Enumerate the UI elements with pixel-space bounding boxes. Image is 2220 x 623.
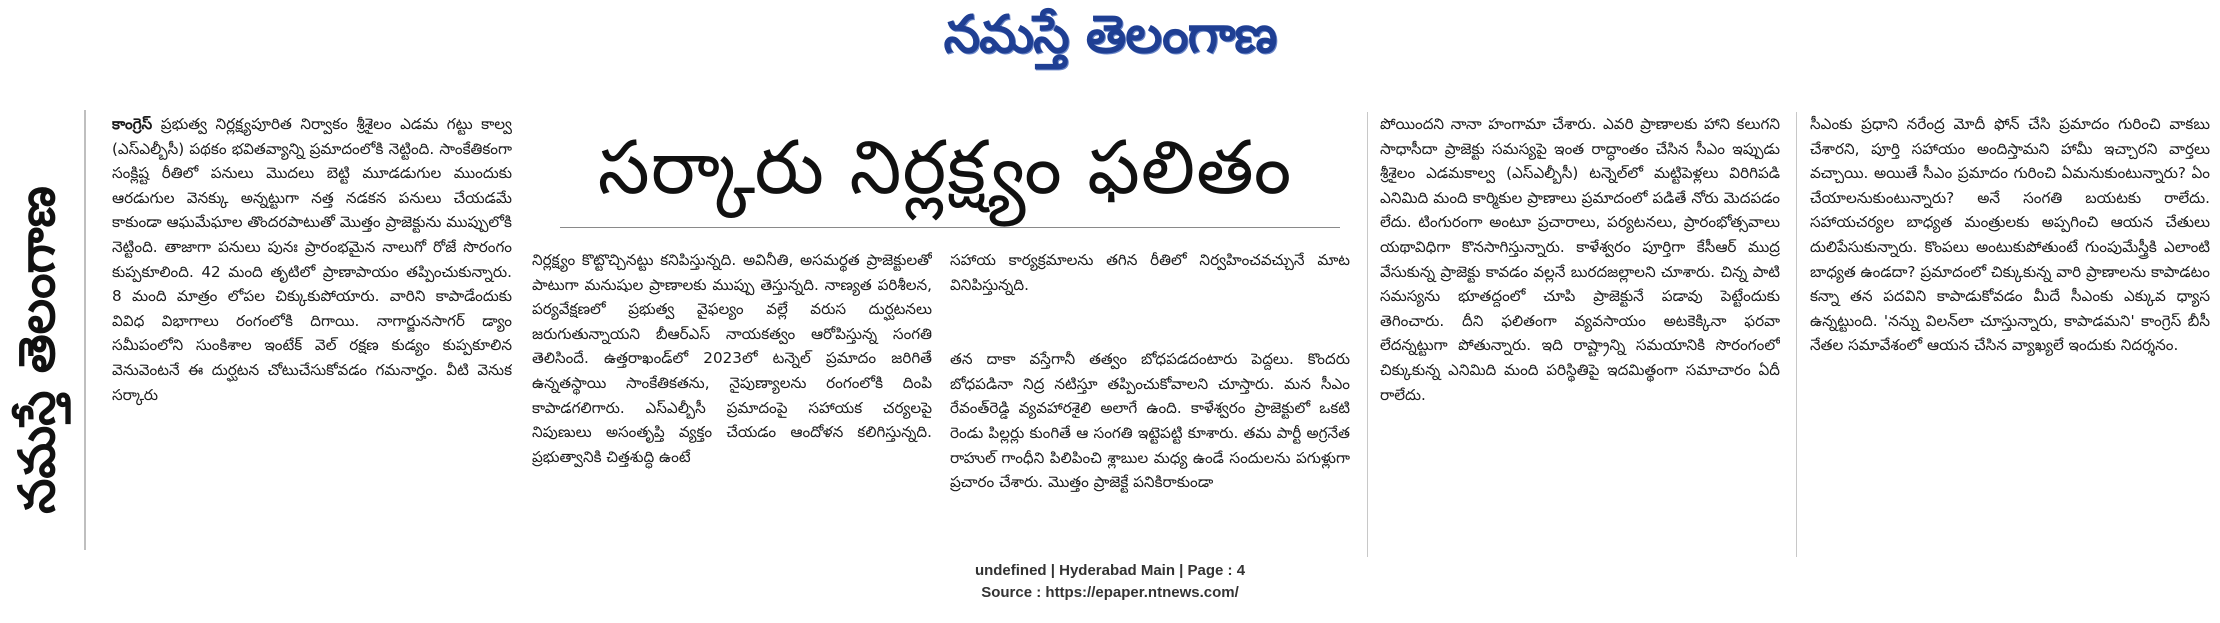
column-divider bbox=[1367, 112, 1368, 557]
column-4-body: పోయిందని నానా హంగామా చేశారు. ఎవరి ప్రాణాలకు హాని కలుగని సాధాసీదా ప్రాజెక్టు సమస్యపై ఇంత రాద్ధాంతం చేసిన సీఎం ఇప్పుడు శ్రీశైలం ఎడమకాల్వ (ఎస్ఎల్బీసీ) టన్నెల్‌లో మట్టిపెళ్లలు విరిగిపడి ఎనిమిది మంది కార్మికుల ప్రాణాలు ప్రమాదంలో పడితే నోరు మెదపడం లేదు. టింగురంగా అంటూ ప్రచారాలు, పర్యటనలు, ప్రారంభోత్సవాలు యథావిధిగా కొనసాగిస్తున్నారు. కాళేశ్వరం పూర్తిగా కేసీఆర్ ముద్ర వేసుకున్న ప్రాజెక్టు కావడం వల్లనే బురదజల్లాలని చూశారు. చిన్న పాటి సమస్యను భూతద్దంలో చూపి ప్రాజెక్టునే పడావు పెట్టేందుకు తెగించారు. దీని ఫలితంగా వ్యవసాయం అటకెక్కినా ఫరవా లేదన్నట్టుగా పోతున్నారు. ఇది రాష్ట్రాన్ని సమయానికి సొరంగంలో చిక్కుకున్న ఎనిమిది మంది పరిస్థితిపై ఇదమిత్థంగా సమాచారం ఏదీ రాలేదు. bbox=[1380, 115, 1780, 404]
masthead-title: నమస్తే తెలంగాణ bbox=[943, 4, 1277, 65]
article-column-1 bbox=[112, 112, 512, 552]
column-1-body: ప్రభుత్వ నిర్లక్ష్యపూరిత నిర్వాకం శ్రీశైలం ఎడమ గట్టు కాల్వ (ఎస్ఎల్బీసీ) పథకం భవితవ్యాన్ని ప్రమాదంలోకి నెట్టింది. సాంకేతికంగా సంక్లిష్ట రీతిలో పనులు మొదలు బెట్టి మూడడుగుల ముందుకు ఆరడుగుల వెనక్కు అన్నట్టుగా నత్త నడకన పనులు చేయడమే కాకుండా ఆఘమేఘాల తొందరపాటుతో మొత్తం ప్రాజెక్టును ముప్పులోకి నెట్టింది. తాజాగా పనులు పునః ప్రారంభమైన నాలుగో రోజే సొరంగం కుప్పకూలింది. 42 మంది తృటిలో ప్రాణాపాయం తప్పించుకున్నారు. 8 మంది మాత్రం లోపల చిక్కుకుపోయారు. వారిని కాపాడేందుకు వివిధ విభాగాలు రంగంలోకి దిగాయి. నాగార్జునసాగర్ డ్యాం సమీపంలోని సుంకిశాల ఇంటేక్ వెల్ రక్షణ కుడ్యం కుప్పకూలిన వెనువెంటనే ఈ దుర్ఘటన చోటుచేసుకోవడం గమనార్హం. వీటి వెనుక సర్కారు bbox=[112, 115, 512, 404]
source-line: Source : https://epaper.ntnews.com/ bbox=[981, 584, 1239, 601]
article-headline: సర్కారు నిర్లక్ష్యం ఫలితం bbox=[597, 125, 1293, 211]
column-1-text bbox=[112, 112, 512, 407]
edition-line: undefined | Hyderabad Main | Page : 4 bbox=[974, 562, 1246, 579]
column-divider bbox=[1796, 112, 1797, 557]
lead-word: కాంగ్రెస్ bbox=[112, 115, 153, 133]
column-2-body: నిర్లక్ష్యం కొట్టొచ్చినట్టు కనిపిస్తున్నది. అవినీతి, అసమర్థత ప్రాజెక్టులతో పాటుగా మనుషుల ప్రాణాలకు ముప్పు తెస్తున్నది. నాణ్యత పరిశీలన, పర్యవేక్షణలో ప్రభుత్వ వైఫల్యం వల్లే వరుస దుర్ఘటనలు జరుగుతున్నాయని బీఆర్ఎస్ నాయకత్వం ఆరోపిస్తున్న సంగతి తెలిసిందే. ఉత్తరాఖండ్‌లో 2023లో టన్నెల్ ప్రమాదం జరిగితే ఉన్నతస్థాయి సాంకేతికతను, నైపుణ్యాలను రంగంలోకి దింపి కాపాడగలిగారు. ఎస్ఎల్బీసీ ప్రమాదంపై సహాయక చర్యలపై నిపుణులు అసంతృప్తి వ్యక్తం చేయడం ఆందోళన కలిగిస్తున్నది. ప్రభుత్వానికి చిత్తశుద్ధి ఉంటే bbox=[532, 251, 932, 466]
column-5-body: సీఎంకు ప్రధాని నరేంద్ర మోదీ ఫోన్ చేసి ప్రమాదం గురించి వాకబు చేశారని, పూర్తి సహాయం అందిస్తామని హామీ ఇచ్చారని వార్తలు వచ్చాయి. అయితే సీఎం ప్రమాదం గురించి ఏమనుకుంటున్నారు? ఏం చేయాలనుకుంటున్నారు? అనే సంగతి బయటకు రాలేదు. సహాయచర్యల బాధ్యత మంత్రులకు అప్పగించి ఆయన చేతులు దులిపేసుకున్నారు. కొంపలు అంటుకుపోతుంటే గుంపుమేస్త్రీకి ఎలాంటి బాధ్యత ఉండదా? ప్రమాదంలో చిక్కుకున్న వారి ప్రాణాలను కాపాడటం కన్నా తన పదవిని కాపాడుకోవడం మీదే సీఎంకు ఎక్కువ ధ్యాస ఉన్నట్టుంది. 'నన్ను విలన్‌లా చూస్తున్నారు, కాపాడమని' కాంగ్రెస్ బీసీ నేతల సమావేశంలో ఆయన చేసిన వ్యాఖ్యలే ఇందుకు నిదర్శనం. bbox=[1810, 115, 2210, 355]
article-column-3 bbox=[950, 248, 1350, 558]
column-3-paragraph-1: సహాయ కార్యక్రమాలను తగిన రీతిలో నిర్వహించవచ్చునే మాట వినిపిస్తున్నది. bbox=[950, 251, 1350, 294]
side-logo bbox=[8, 140, 78, 560]
article-column-4 bbox=[1380, 112, 1780, 552]
side-logo-text: నమస్తే తెలంగాణ bbox=[7, 186, 66, 514]
article-column-2 bbox=[532, 248, 932, 558]
headline-divider bbox=[560, 227, 1340, 228]
column-3-paragraph-2: తన దాకా వస్తేగానీ తత్వం బోధపడదంటారు పెద్దలు. కొందరు బోధపడినా నిద్ర నటిస్తూ తప్పించుకోవాలని చూస్తారు. మన సీఎం రేవంత్‌రెడ్డి వ్యవహారశైలి అలాగే ఉంది. కాళేశ్వరం ప్రాజెక్టులో ఒకటి రెండు పిల్లర్లు కుంగితే ఆ సంగతి ఇట్టెపట్టి కూశారు. తమ పార్టీ అగ్రనేత రాహుల్ గాంధీని పిలిపించి శ్లాబుల మధ్య ఉండే సందులను పగుళ్లుగా ప్రచారం చేశారు. మొత్తం ప్రాజెక్టే పనికిరాకుండా bbox=[950, 350, 1350, 492]
side-divider bbox=[84, 110, 86, 550]
article-column-5 bbox=[1810, 112, 2210, 552]
